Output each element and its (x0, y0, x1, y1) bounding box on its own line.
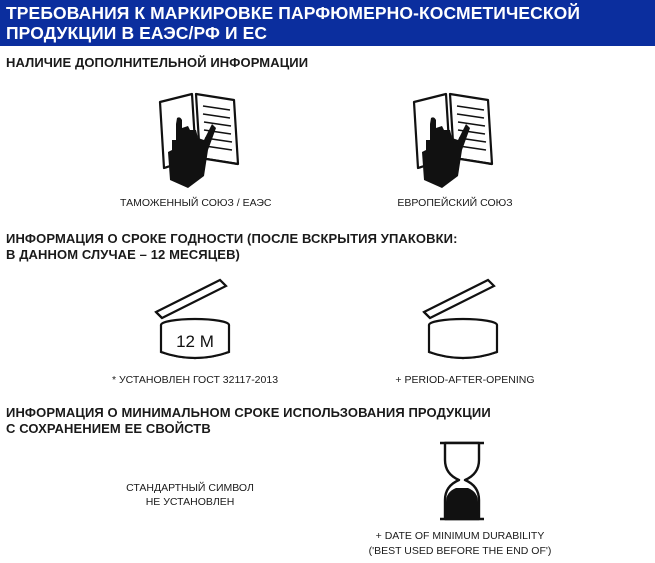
section2-heading-line-2: В ДАННОМ СЛУЧАЕ – 12 МЕСЯЦЕВ) (6, 247, 240, 262)
section2-right-caption: + PERIOD-AFTER-OPENING (395, 374, 535, 386)
title-banner (0, 0, 655, 46)
title-line-1: ТРЕБОВАНИЯ К МАРКИРОВКЕ ПАРФЮМЕРНО-КОСМЕТИЧЕСКОЙ (6, 3, 581, 23)
open-jar-icon (418, 278, 508, 368)
section2-heading-line-1: ИНФОРМАЦИЯ О СРОКЕ ГОДНОСТИ (ПОСЛЕ ВСКРЫТИЯ УПАКОВКИ: (6, 231, 458, 246)
section3-heading-line-1: ИНФОРМАЦИЯ О МИНИМАЛЬНОМ СРОКЕ ИСПОЛЬЗОВАНИЯ ПРОДУКЦИИ (6, 405, 491, 420)
section3-left-caption-line-2: НЕ УСТАНОВЛЕН (145, 496, 235, 508)
title-line-2: ПРОДУКЦИИ В ЕАЭС/РФ И ЕС (6, 23, 268, 43)
section2-left-caption: * УСТАНОВЛЕН ГОСТ 32117-2013 (111, 374, 279, 386)
section3-right-caption-line-1: + DATE OF MINIMUM DURABILITY (375, 530, 545, 542)
section1-heading: НАЛИЧИЕ ДОПОЛНИТЕЛЬНОЙ ИНФОРМАЦИИ (6, 55, 309, 70)
section3-left-caption-line-1: СТАНДАРТНЫЙ СИМВОЛ (126, 482, 254, 494)
open-jar-icon (150, 278, 240, 368)
hand-on-book-icon (150, 80, 245, 190)
hand-on-book-icon (404, 80, 499, 190)
section1-right-caption: ЕВРОПЕЙСКИЙ СОЮЗ (397, 197, 513, 209)
hourglass-icon (437, 440, 487, 522)
jar-label: 12 M (176, 332, 214, 351)
section3-right-caption-line-2: ('BEST USED BEFORE THE END OF') (368, 545, 552, 557)
section1-left-caption: ТАМОЖЕННЫЙ СОЮЗ / ЕАЭС (120, 197, 272, 209)
section3-heading-line-2: С СОХРАНЕНИЕМ ЕЕ СВОЙСТВ (6, 421, 211, 436)
